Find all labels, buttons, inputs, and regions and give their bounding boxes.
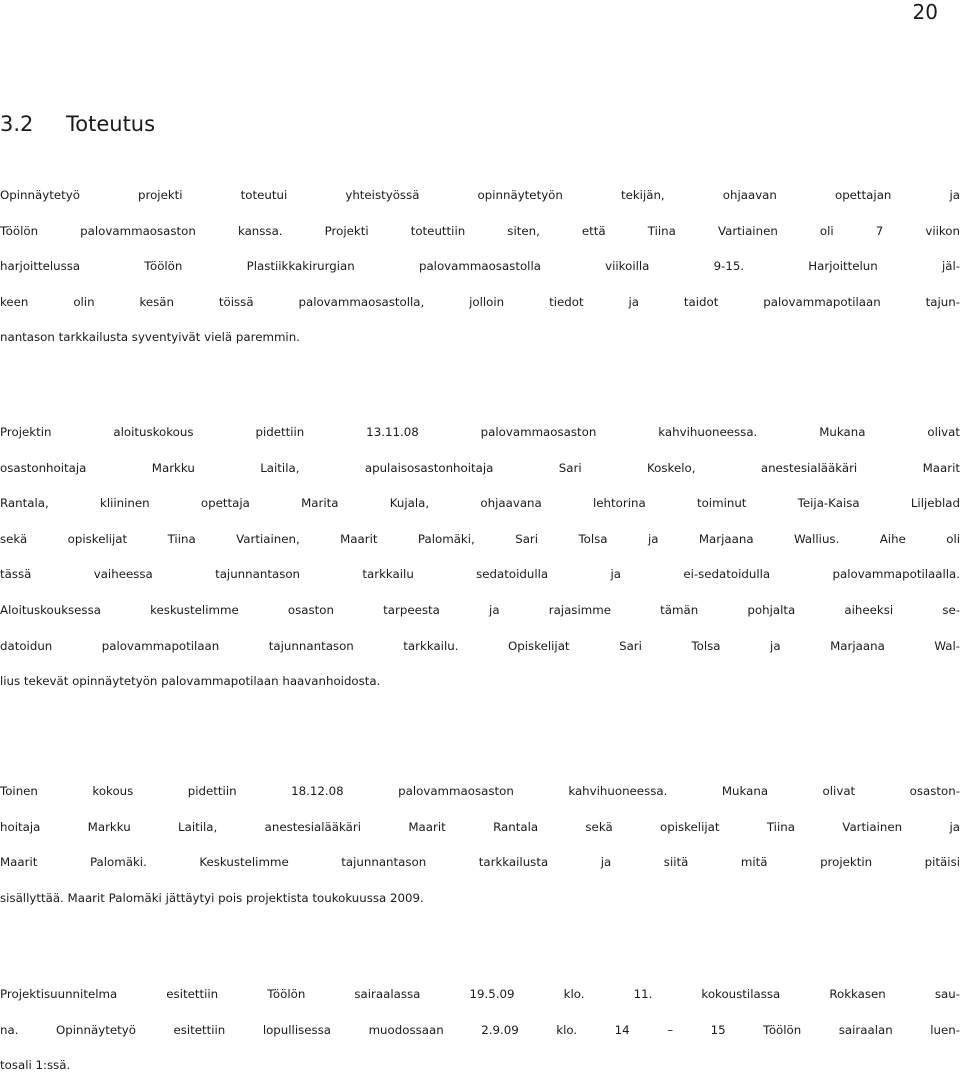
paragraph-line: datoidun palovammapotilaan tajunnantason tarkkailu. Opiskelijat Sari Tolsa ja Marjaana Wal- xyxy=(0,638,960,653)
paragraph-line: sekä opiskelijat Tiina Vartiainen, Maarit Palomäki, Sari Tolsa ja Marjaana Wallius. Aihe oli xyxy=(0,531,960,546)
section-heading xyxy=(0,110,155,138)
paragraph-line: Maarit Palomäki. Keskustelimme tajunnantason tarkkailusta ja siitä mitä projektin pitäisi xyxy=(0,855,960,870)
paragraph-line: lius tekevät opinnäytetyön palovammapotilaan haavanhoidosta. xyxy=(0,674,381,689)
page-number: 20 xyxy=(912,0,938,24)
paragraph-2 xyxy=(0,415,960,700)
paragraph-line: Aloituskouksessa keskustelimme osaston tarpeesta ja rajasimme tämän pohjalta aiheeksi se- xyxy=(0,602,960,617)
paragraph-line: tosali 1:ssä. xyxy=(0,1058,71,1073)
paragraph-line: harjoittelussa Töölön Plastiikkakirurgian palovammaosastolla viikoilla 9-15. Harjoittelun jäl- xyxy=(0,259,960,274)
paragraph-line: nantason tarkkailusta syventyivät vielä paremmin. xyxy=(0,330,300,345)
paragraph-1 xyxy=(0,178,960,356)
section-title: Toteutus xyxy=(66,112,156,136)
paragraph-line: Projektin aloituskokous pidettiin 13.11.08 palovammaosaston kahvihuoneessa. Mukana olivat xyxy=(0,425,960,439)
paragraph-line: Projektisuunnitelma esitettiin Töölön sairaalassa 19.5.09 klo. 11. kokoustilassa Rokkasen sau- xyxy=(0,987,960,1001)
paragraph-line: na. Opinnäytetyö esitettiin lopullisessa muodossaan 2.9.09 klo. 14 – 15 Töölön sairaalan luen- xyxy=(0,1022,960,1037)
paragraph-4 xyxy=(0,977,960,1084)
paragraph-line: hoitaja Markku Laitila, anestesialääkäri Maarit Rantala sekä opiskelijat Tiina Vartiainen ja xyxy=(0,819,960,834)
section-number: 3.2 xyxy=(0,112,34,136)
paragraph-line: Töölön palovammaosaston kanssa. Projekti toteuttiin siten, että Tiina Vartiainen oli 7 viikon xyxy=(0,223,960,238)
paragraph-line: keen olin kesän töissä palovammaosastolla, jolloin tiedot ja taidot palovammapotilaan tajun- xyxy=(0,294,960,309)
paragraph-line: Rantala, kliininen opettaja Marita Kujala, ohjaavana lehtorina toiminut Teija-Kaisa Liljeblad xyxy=(0,496,960,511)
paragraph-line: osastonhoitaja Markku Laitila, apulaisosastonhoitaja Sari Koskelo, anestesialääkäri Maarit xyxy=(0,460,960,475)
paragraph-line: tässä vaiheessa tajunnantason tarkkailu sedatoidulla ja ei-sedatoidulla palovammapotilaalla. xyxy=(0,567,960,582)
paragraph-line: sisällyttää. Maarit Palomäki jättäytyi pois projektista toukokuussa 2009. xyxy=(0,890,424,905)
paragraph-line: Toinen kokous pidettiin 18.12.08 palovammaosaston kahvihuoneessa. Mukana olivat osaston- xyxy=(0,784,960,798)
paragraph-3 xyxy=(0,774,960,916)
paragraph-line: Opinnäytetyö projekti toteutui yhteistyössä opinnäytetyön tekijän, ohjaavan opettajan ja xyxy=(0,188,960,202)
